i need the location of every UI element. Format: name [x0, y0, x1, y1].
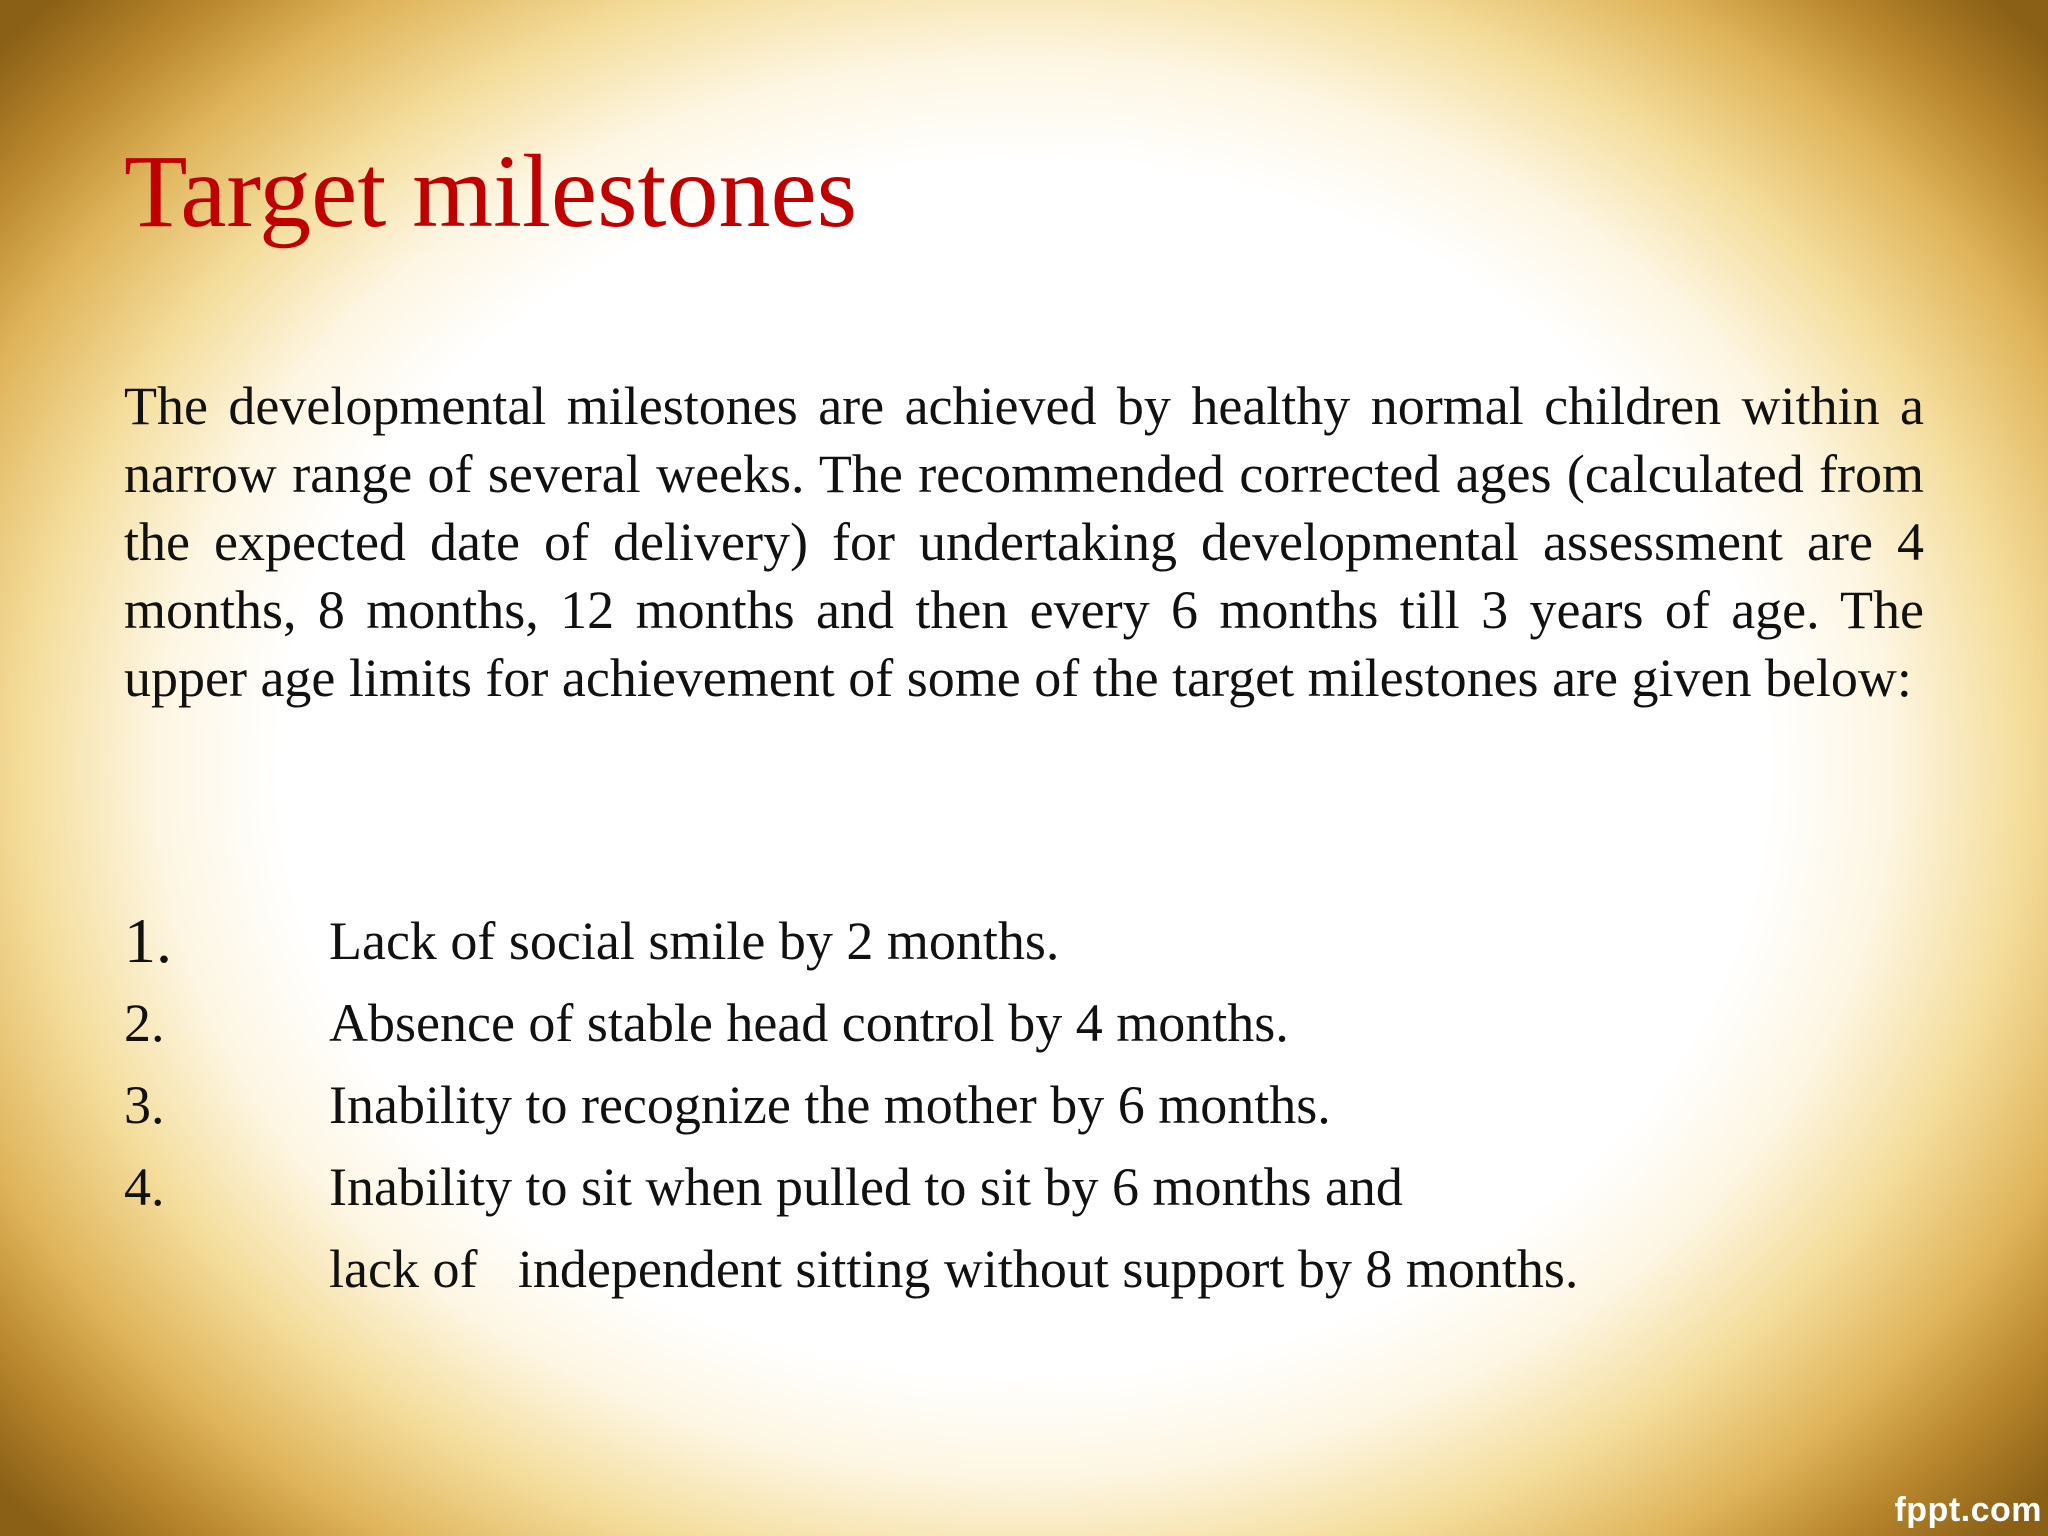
milestone-number: 4. — [124, 1157, 165, 1217]
milestone-text: Absence of stable head control by 4 months. — [329, 993, 1289, 1053]
milestone-item — [124, 900, 1578, 982]
milestone-text: Lack of social smile by 2 months. — [329, 911, 1060, 971]
milestone-item — [124, 1146, 1578, 1310]
milestone-item — [124, 1064, 1578, 1146]
milestone-number: 1. — [124, 905, 172, 976]
milestone-list — [124, 900, 1578, 1310]
milestone-text-continued: lack of independent sitting without support by 8 months. — [329, 1239, 1579, 1299]
watermark-logo: fppt.com — [1894, 1491, 2042, 1529]
slide-title: Target milestones — [124, 134, 858, 249]
milestone-text: Inability to recognize the mother by 6 months. — [329, 1075, 1331, 1135]
milestone-number: 3. — [124, 1075, 165, 1135]
milestone-number: 2. — [124, 993, 165, 1053]
milestone-item — [124, 982, 1578, 1064]
intro-paragraph: The developmental milestones are achieved by healthy normal children within a narrow range of several weeks. The recommended corrected ages (calculated from the expected date of delivery) for undertaking developmental assessment are 4 months, 8 months, 12 months and then every 6 months till 3 years of age. The upper age limits for achievement of some of the target milestones are given below: — [124, 376, 1924, 708]
milestone-text: Inability to sit when pulled to sit by 6 months and — [329, 1157, 1403, 1217]
